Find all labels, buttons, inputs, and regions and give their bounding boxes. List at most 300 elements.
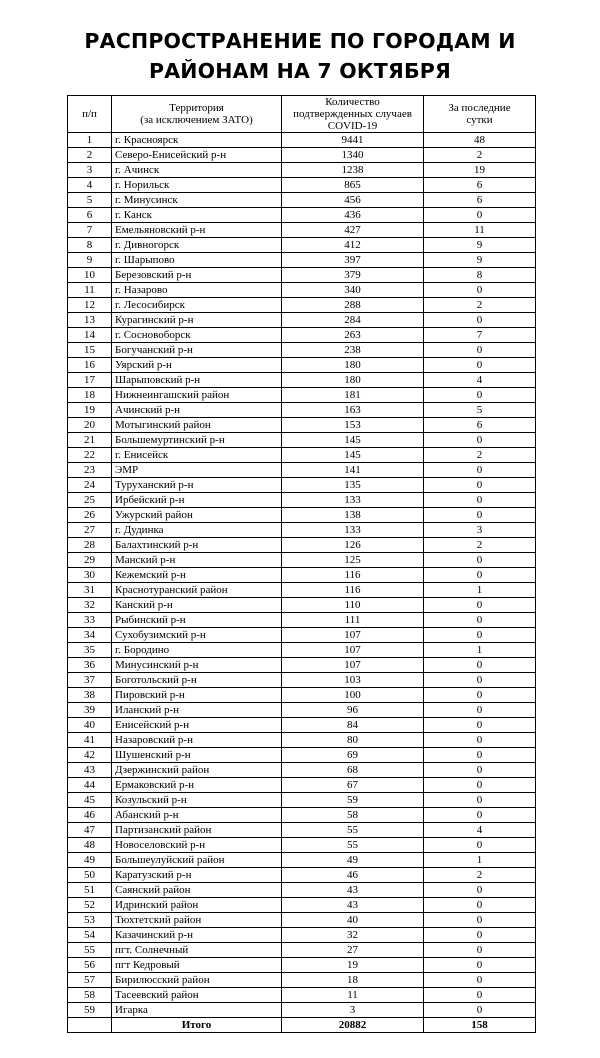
- row-num: 40: [68, 718, 112, 733]
- row-num: 54: [68, 928, 112, 943]
- table-row: [68, 883, 536, 898]
- row-num: 5: [68, 193, 112, 208]
- row-last-day: 48: [424, 133, 536, 148]
- table-row: [68, 193, 536, 208]
- row-num: 18: [68, 388, 112, 403]
- row-num: 11: [68, 283, 112, 298]
- row-num: 28: [68, 538, 112, 553]
- row-count: 133: [282, 493, 424, 508]
- table-header: [68, 96, 536, 133]
- row-territory: Большеулуйский район: [112, 853, 282, 868]
- table-row: [68, 433, 536, 448]
- table-row: [68, 613, 536, 628]
- row-count: 46: [282, 868, 424, 883]
- row-num: 26: [68, 508, 112, 523]
- row-count: 100: [282, 688, 424, 703]
- row-last-day: 0: [424, 433, 536, 448]
- row-count: 238: [282, 343, 424, 358]
- row-last-day: 0: [424, 568, 536, 583]
- row-count: 55: [282, 838, 424, 853]
- row-territory: Пировский р-н: [112, 688, 282, 703]
- row-territory: г. Красноярск: [112, 133, 282, 148]
- table-row: [68, 553, 536, 568]
- table-row: [68, 133, 536, 148]
- total-count: 20882: [282, 1018, 424, 1033]
- table-row: [68, 358, 536, 373]
- row-count: 11: [282, 988, 424, 1003]
- row-territory: г. Минусинск: [112, 193, 282, 208]
- row-count: 412: [282, 238, 424, 253]
- row-count: 153: [282, 418, 424, 433]
- row-count: 58: [282, 808, 424, 823]
- row-territory: Назаровский р-н: [112, 733, 282, 748]
- table-row: [68, 943, 536, 958]
- row-territory: Уярский р-н: [112, 358, 282, 373]
- row-count: 865: [282, 178, 424, 193]
- row-last-day: 0: [424, 283, 536, 298]
- table-row: [68, 673, 536, 688]
- row-num: 9: [68, 253, 112, 268]
- row-territory: пгт Кедровый: [112, 958, 282, 973]
- row-num: 32: [68, 598, 112, 613]
- row-num: 27: [68, 523, 112, 538]
- row-num: 38: [68, 688, 112, 703]
- table-row: [68, 508, 536, 523]
- row-num: 20: [68, 418, 112, 433]
- row-last-day: 0: [424, 988, 536, 1003]
- row-last-day: 0: [424, 928, 536, 943]
- row-num: 31: [68, 583, 112, 598]
- row-last-day: 0: [424, 1003, 536, 1018]
- row-territory: Кежемский р-н: [112, 568, 282, 583]
- row-count: 141: [282, 463, 424, 478]
- row-num: 47: [68, 823, 112, 838]
- row-count: 263: [282, 328, 424, 343]
- row-last-day: 0: [424, 688, 536, 703]
- row-last-day: 0: [424, 973, 536, 988]
- row-num: 17: [68, 373, 112, 388]
- row-territory: Шушенский р-н: [112, 748, 282, 763]
- row-count: 96: [282, 703, 424, 718]
- row-last-day: 0: [424, 943, 536, 958]
- row-territory: Иланский р-н: [112, 703, 282, 718]
- row-count: 55: [282, 823, 424, 838]
- row-territory: Тасеевский район: [112, 988, 282, 1003]
- table-row: [68, 208, 536, 223]
- row-territory: Минусинский р-н: [112, 658, 282, 673]
- table-row: [68, 538, 536, 553]
- table-row: [68, 463, 536, 478]
- row-num: 8: [68, 238, 112, 253]
- row-num: 39: [68, 703, 112, 718]
- row-territory: Казачинский р-н: [112, 928, 282, 943]
- header-count: Количество подтвержденных случаев COVID-19: [282, 96, 424, 133]
- table-row: [68, 148, 536, 163]
- row-count: 284: [282, 313, 424, 328]
- row-num: 52: [68, 898, 112, 913]
- header-territory: Территория (за исключением ЗАТО): [112, 96, 282, 133]
- row-count: 379: [282, 268, 424, 283]
- row-territory: Абанский р-н: [112, 808, 282, 823]
- table-row: [68, 733, 536, 748]
- row-num: 50: [68, 868, 112, 883]
- row-count: 107: [282, 643, 424, 658]
- row-territory: пгт. Солнечный: [112, 943, 282, 958]
- row-territory: Ужурский район: [112, 508, 282, 523]
- row-num: 3: [68, 163, 112, 178]
- row-territory: Канский р-н: [112, 598, 282, 613]
- row-territory: Ирбейский р-н: [112, 493, 282, 508]
- row-num: 6: [68, 208, 112, 223]
- table-row: [68, 223, 536, 238]
- row-num: 48: [68, 838, 112, 853]
- row-territory: Курагинский р-н: [112, 313, 282, 328]
- row-last-day: 0: [424, 463, 536, 478]
- table-row: [68, 778, 536, 793]
- row-num: 34: [68, 628, 112, 643]
- table-row: [68, 958, 536, 973]
- row-count: 180: [282, 358, 424, 373]
- table-row: [68, 763, 536, 778]
- row-territory: г. Сосновоборск: [112, 328, 282, 343]
- table-row: [68, 583, 536, 598]
- row-territory: Енисейский р-н: [112, 718, 282, 733]
- table-row: [68, 448, 536, 463]
- row-num: 21: [68, 433, 112, 448]
- row-territory: Идринский район: [112, 898, 282, 913]
- row-last-day: 0: [424, 358, 536, 373]
- row-count: 340: [282, 283, 424, 298]
- row-num: 16: [68, 358, 112, 373]
- row-num: 56: [68, 958, 112, 973]
- row-territory: г. Енисейск: [112, 448, 282, 463]
- row-count: 181: [282, 388, 424, 403]
- table-row: [68, 928, 536, 943]
- row-territory: Туруханский р-н: [112, 478, 282, 493]
- row-territory: Каратузский р-н: [112, 868, 282, 883]
- total-day: 158: [424, 1018, 536, 1033]
- title-line-1: РАСПРОСТРАНЕНИЕ ПО ГОРОДАМ И: [84, 29, 516, 53]
- row-last-day: 0: [424, 793, 536, 808]
- row-num: 33: [68, 613, 112, 628]
- row-territory: Манский р-н: [112, 553, 282, 568]
- table-row: [68, 793, 536, 808]
- row-territory: г. Норильск: [112, 178, 282, 193]
- row-count: 84: [282, 718, 424, 733]
- row-num: 45: [68, 793, 112, 808]
- row-count: 436: [282, 208, 424, 223]
- row-territory: Саянский район: [112, 883, 282, 898]
- row-count: 32: [282, 928, 424, 943]
- row-territory: г. Дивногорск: [112, 238, 282, 253]
- row-last-day: 0: [424, 388, 536, 403]
- table-row: [68, 298, 536, 313]
- row-num: 29: [68, 553, 112, 568]
- row-num: 7: [68, 223, 112, 238]
- row-count: 133: [282, 523, 424, 538]
- table-row: [68, 808, 536, 823]
- row-territory: ЭМР: [112, 463, 282, 478]
- row-last-day: 1: [424, 583, 536, 598]
- row-last-day: 2: [424, 868, 536, 883]
- row-territory: г. Назарово: [112, 283, 282, 298]
- row-last-day: 6: [424, 178, 536, 193]
- row-territory: Дзержинский район: [112, 763, 282, 778]
- row-num: 10: [68, 268, 112, 283]
- row-territory: Новоселовский р-н: [112, 838, 282, 853]
- row-last-day: 0: [424, 553, 536, 568]
- row-count: 180: [282, 373, 424, 388]
- row-last-day: 0: [424, 898, 536, 913]
- row-territory: г. Канск: [112, 208, 282, 223]
- table-footer: [68, 1018, 536, 1033]
- row-num: 42: [68, 748, 112, 763]
- row-count: 126: [282, 538, 424, 553]
- row-count: 69: [282, 748, 424, 763]
- table-row: [68, 388, 536, 403]
- table-row: [68, 523, 536, 538]
- row-count: 1340: [282, 148, 424, 163]
- row-num: 15: [68, 343, 112, 358]
- row-count: 116: [282, 568, 424, 583]
- row-territory: г. Дудинка: [112, 523, 282, 538]
- row-num: 46: [68, 808, 112, 823]
- row-count: 107: [282, 658, 424, 673]
- row-last-day: 0: [424, 748, 536, 763]
- total-row: [68, 1018, 536, 1033]
- row-num: 41: [68, 733, 112, 748]
- row-count: 145: [282, 448, 424, 463]
- row-territory: Нижнеингашский район: [112, 388, 282, 403]
- row-count: 110: [282, 598, 424, 613]
- row-num: 24: [68, 478, 112, 493]
- row-count: 107: [282, 628, 424, 643]
- row-last-day: 0: [424, 658, 536, 673]
- row-count: 59: [282, 793, 424, 808]
- row-count: 125: [282, 553, 424, 568]
- row-count: 18: [282, 973, 424, 988]
- row-territory: Краснотуранский район: [112, 583, 282, 598]
- row-num: 30: [68, 568, 112, 583]
- row-num: 59: [68, 1003, 112, 1018]
- table-row: [68, 163, 536, 178]
- row-num: 14: [68, 328, 112, 343]
- row-territory: г. Шарыпово: [112, 253, 282, 268]
- table-row: [68, 403, 536, 418]
- table-row: [68, 343, 536, 358]
- row-num: 35: [68, 643, 112, 658]
- table-row: [68, 658, 536, 673]
- total-label: Итого: [112, 1018, 282, 1033]
- table-row: [68, 373, 536, 388]
- cases-table: [67, 95, 536, 1033]
- table-row: [68, 838, 536, 853]
- row-count: 3: [282, 1003, 424, 1018]
- row-territory: Ермаковский р-н: [112, 778, 282, 793]
- row-territory: Большемуртинский р-н: [112, 433, 282, 448]
- row-last-day: 0: [424, 508, 536, 523]
- row-territory: Емельяновский р-н: [112, 223, 282, 238]
- row-last-day: 5: [424, 403, 536, 418]
- row-territory: Игарка: [112, 1003, 282, 1018]
- row-num: 23: [68, 463, 112, 478]
- table-row: [68, 493, 536, 508]
- table-row: [68, 688, 536, 703]
- row-count: 288: [282, 298, 424, 313]
- row-num: 25: [68, 493, 112, 508]
- table-row: [68, 853, 536, 868]
- row-last-day: 11: [424, 223, 536, 238]
- row-last-day: 0: [424, 613, 536, 628]
- row-last-day: 0: [424, 733, 536, 748]
- header-num: п/п: [68, 96, 112, 133]
- row-last-day: 0: [424, 808, 536, 823]
- row-territory: Шарыповский р-н: [112, 373, 282, 388]
- row-count: 43: [282, 898, 424, 913]
- table-body: [68, 133, 536, 1018]
- table-row: [68, 418, 536, 433]
- row-last-day: 0: [424, 703, 536, 718]
- row-num: 2: [68, 148, 112, 163]
- row-territory: Северо-Енисейский р-н: [112, 148, 282, 163]
- row-territory: Березовский р-н: [112, 268, 282, 283]
- row-territory: Сухобузимский р-н: [112, 628, 282, 643]
- row-count: 135: [282, 478, 424, 493]
- row-territory: Боготольский р-н: [112, 673, 282, 688]
- row-num: 4: [68, 178, 112, 193]
- table-row: [68, 973, 536, 988]
- table-row: [68, 913, 536, 928]
- row-last-day: 1: [424, 853, 536, 868]
- row-last-day: 0: [424, 883, 536, 898]
- row-last-day: 4: [424, 823, 536, 838]
- table-row: [68, 988, 536, 1003]
- row-count: 40: [282, 913, 424, 928]
- row-last-day: 4: [424, 373, 536, 388]
- row-count: 43: [282, 883, 424, 898]
- total-num: [68, 1018, 112, 1033]
- row-last-day: 0: [424, 763, 536, 778]
- row-last-day: 0: [424, 208, 536, 223]
- row-territory: г. Бородино: [112, 643, 282, 658]
- row-count: 67: [282, 778, 424, 793]
- table-row: [68, 898, 536, 913]
- table-row: [68, 598, 536, 613]
- row-last-day: 3: [424, 523, 536, 538]
- row-count: 138: [282, 508, 424, 523]
- row-last-day: 0: [424, 778, 536, 793]
- row-count: 68: [282, 763, 424, 778]
- row-last-day: 0: [424, 958, 536, 973]
- row-last-day: 0: [424, 718, 536, 733]
- table-row: [68, 178, 536, 193]
- row-last-day: 2: [424, 448, 536, 463]
- row-count: 19: [282, 958, 424, 973]
- page-title: [0, 26, 600, 86]
- row-num: 36: [68, 658, 112, 673]
- row-num: 51: [68, 883, 112, 898]
- table-row: [68, 238, 536, 253]
- row-count: 427: [282, 223, 424, 238]
- row-territory: Бирилюсский район: [112, 973, 282, 988]
- row-territory: г. Лесосибирск: [112, 298, 282, 313]
- row-last-day: 9: [424, 253, 536, 268]
- row-last-day: 6: [424, 418, 536, 433]
- row-last-day: 8: [424, 268, 536, 283]
- row-num: 19: [68, 403, 112, 418]
- row-last-day: 0: [424, 838, 536, 853]
- table-row: [68, 703, 536, 718]
- row-num: 12: [68, 298, 112, 313]
- row-num: 58: [68, 988, 112, 1003]
- row-territory: Тюхтетский район: [112, 913, 282, 928]
- row-num: 55: [68, 943, 112, 958]
- row-territory: Богучанский р-н: [112, 343, 282, 358]
- row-last-day: 0: [424, 628, 536, 643]
- row-count: 456: [282, 193, 424, 208]
- row-territory: Балахтинский р-н: [112, 538, 282, 553]
- table-row: [68, 628, 536, 643]
- row-num: 1: [68, 133, 112, 148]
- table-row: [68, 568, 536, 583]
- row-count: 111: [282, 613, 424, 628]
- row-territory: Партизанский район: [112, 823, 282, 838]
- row-territory: г. Ачинск: [112, 163, 282, 178]
- row-last-day: 6: [424, 193, 536, 208]
- row-territory: Рыбинский р-н: [112, 613, 282, 628]
- row-last-day: 0: [424, 598, 536, 613]
- row-count: 397: [282, 253, 424, 268]
- row-last-day: 9: [424, 238, 536, 253]
- row-last-day: 0: [424, 493, 536, 508]
- row-last-day: 7: [424, 328, 536, 343]
- row-count: 1238: [282, 163, 424, 178]
- row-last-day: 0: [424, 673, 536, 688]
- table-row: [68, 643, 536, 658]
- row-num: 43: [68, 763, 112, 778]
- row-count: 116: [282, 583, 424, 598]
- row-last-day: 0: [424, 913, 536, 928]
- row-num: 49: [68, 853, 112, 868]
- title-line-2: РАЙОНАМ НА 7 ОКТЯБРЯ: [149, 59, 451, 83]
- table-row: [68, 313, 536, 328]
- row-count: 80: [282, 733, 424, 748]
- row-last-day: 19: [424, 163, 536, 178]
- row-last-day: 2: [424, 148, 536, 163]
- table-row: [68, 868, 536, 883]
- row-num: 37: [68, 673, 112, 688]
- row-num: 53: [68, 913, 112, 928]
- row-last-day: 0: [424, 313, 536, 328]
- table-row: [68, 268, 536, 283]
- row-num: 57: [68, 973, 112, 988]
- row-count: 103: [282, 673, 424, 688]
- row-count: 145: [282, 433, 424, 448]
- row-last-day: 2: [424, 298, 536, 313]
- row-last-day: 0: [424, 478, 536, 493]
- table-row: [68, 718, 536, 733]
- row-territory: Ачинский р-н: [112, 403, 282, 418]
- header-last-day: За последние сутки: [424, 96, 536, 133]
- row-territory: Козульский р-н: [112, 793, 282, 808]
- table-row: [68, 478, 536, 493]
- row-last-day: 2: [424, 538, 536, 553]
- row-last-day: 1: [424, 643, 536, 658]
- row-num: 22: [68, 448, 112, 463]
- row-num: 44: [68, 778, 112, 793]
- row-count: 27: [282, 943, 424, 958]
- table-row: [68, 283, 536, 298]
